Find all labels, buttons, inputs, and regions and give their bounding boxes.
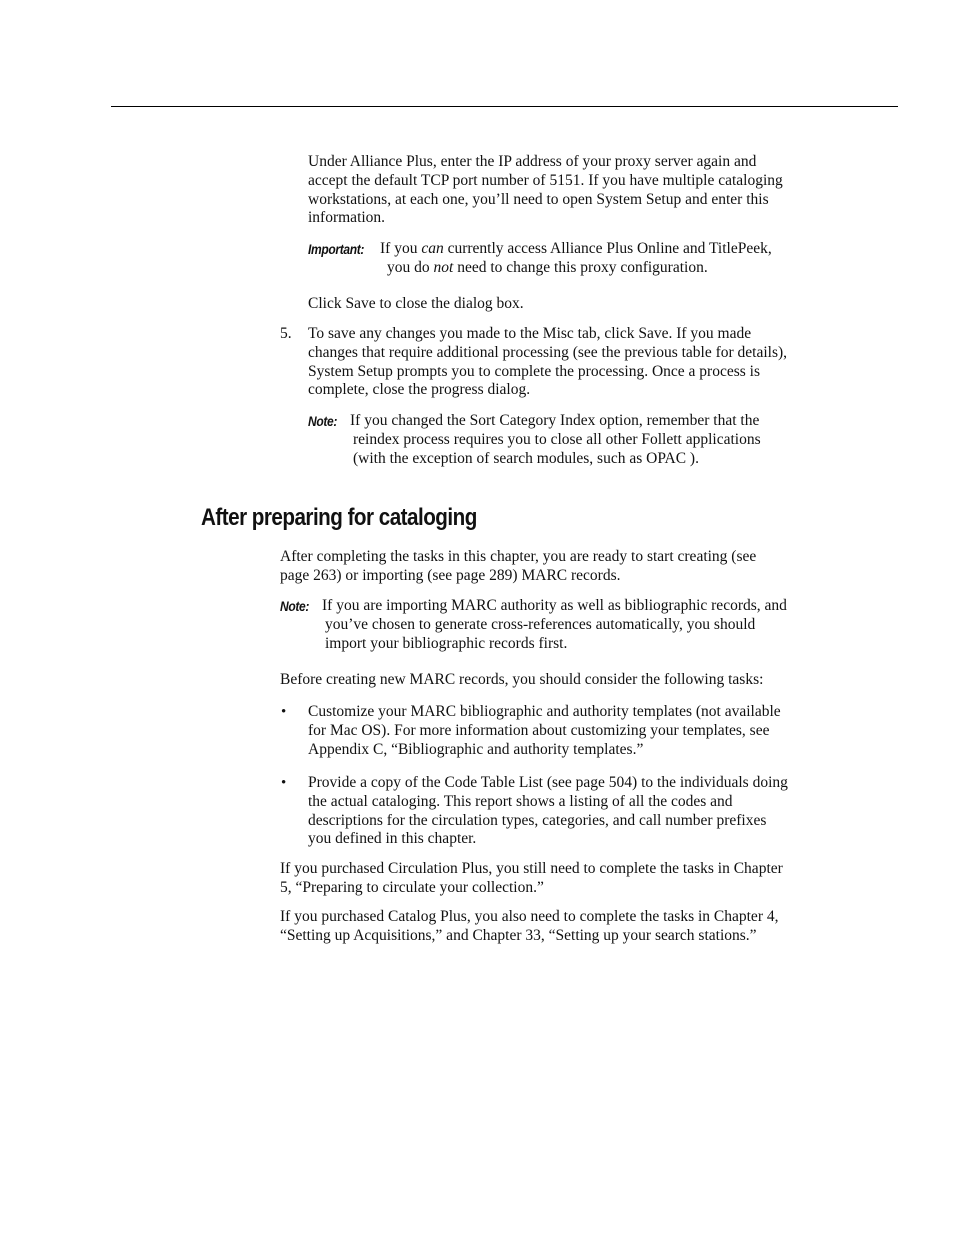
catalog-paragraph xyxy=(280,908,778,946)
bullet-line: Customize your MARC bibliographic and authority templates (not available xyxy=(308,703,781,720)
paragraph-line: “Setting up Acquisitions,” and Chapter 33, “Setting up your search stations.” xyxy=(280,926,757,944)
save-instruction xyxy=(308,295,524,314)
bullet-line: descriptions for the circulation types, categories, and call number prefixes xyxy=(308,811,767,829)
note-line: import your bibliographic records first. xyxy=(325,635,568,652)
intro-line: accept the default TCP port number of 5151. If you have multiple cataloging xyxy=(308,171,783,189)
tasks-intro xyxy=(280,671,763,690)
note-line: If you are importing MARC authority as well as bibliographic records, and xyxy=(322,597,787,614)
bullet-item-templates xyxy=(308,703,781,759)
important-emphasis: not xyxy=(433,259,454,276)
bullet-line: Provide a copy of the Code Table List (see page 504) to the individuals doing xyxy=(308,774,788,791)
important-label: Important: xyxy=(308,241,365,257)
important-line-2 xyxy=(387,259,708,278)
step-line: complete, close the progress dialog. xyxy=(308,381,531,399)
bullet-line: you defined in this chapter. xyxy=(308,830,477,848)
paragraph-line: If you purchased Circulation Plus, you still need to complete the tasks in Chapter xyxy=(280,860,783,877)
step-5-text xyxy=(308,325,787,400)
note-label: Note: xyxy=(308,413,338,429)
important-text: currently access Alliance Plus Online and TitlePeek, xyxy=(443,240,772,257)
note-line: reindex process requires you to close all other Follett applications xyxy=(353,431,761,448)
note-label: Note: xyxy=(280,598,310,614)
important-emphasis: can xyxy=(421,240,444,257)
circulation-paragraph xyxy=(280,860,783,898)
intro-line: Under Alliance Plus, enter the IP address of your proxy server again and xyxy=(308,153,757,170)
bullet-symbol: • xyxy=(281,775,287,791)
step-line: changes that require additional processing (see the previous table for details), xyxy=(308,343,788,361)
import-note xyxy=(280,597,860,655)
intro-line: information. xyxy=(308,209,386,227)
bullet-line: for Mac OS). For more information about customizing your templates, see xyxy=(308,721,770,739)
paragraph-line: After completing the tasks in this chapter, you are ready to start creating (see xyxy=(280,548,757,565)
header-rule xyxy=(111,106,898,107)
step-line: To save any changes you made to the Misc tab, click Save. If you made xyxy=(308,325,752,342)
paragraph-line: If you purchased Catalog Plus, you also need to complete the tasks in Chapter 4, xyxy=(280,908,779,925)
intro-line: workstations, at each one, you’ll need to open System Setup and enter this xyxy=(308,190,769,208)
note-line: you’ve chosen to generate cross-references automatically, you should xyxy=(325,616,756,633)
paragraph-line: page 263) or importing (see page 289) MARC records. xyxy=(280,566,621,584)
bullet-symbol: • xyxy=(281,704,287,720)
step-number: 5. xyxy=(280,325,292,342)
bullet-item-code-table xyxy=(308,774,788,849)
important-note xyxy=(308,240,868,280)
reindex-note xyxy=(308,412,868,470)
paragraph-line: Before creating new MARC records, you should consider the following tasks: xyxy=(280,671,764,688)
note-line: (with the exception of search modules, such as OPAC ). xyxy=(353,450,699,467)
step-line: System Setup prompts you to complete the processing. Once a process is xyxy=(308,362,761,380)
section-heading: After preparing for cataloging xyxy=(201,504,477,531)
save-text: Click Save to close the dialog box. xyxy=(308,295,524,312)
important-text: you do xyxy=(387,259,434,276)
note-line: If you changed the Sort Category Index option, remember that the xyxy=(350,412,760,429)
intro-paragraph xyxy=(308,153,783,228)
important-line-1 xyxy=(380,240,772,259)
bullet-line: the actual cataloging. This report shows a listing of all the codes and xyxy=(308,792,733,810)
bullet-line: Appendix C, “Bibliographic and authority templates.” xyxy=(308,740,644,758)
important-text: need to change this proxy configuration. xyxy=(453,259,708,276)
paragraph-line: 5, “Preparing to circulate your collection.” xyxy=(280,878,544,896)
completion-paragraph xyxy=(280,548,756,586)
important-text: If you xyxy=(380,240,422,257)
